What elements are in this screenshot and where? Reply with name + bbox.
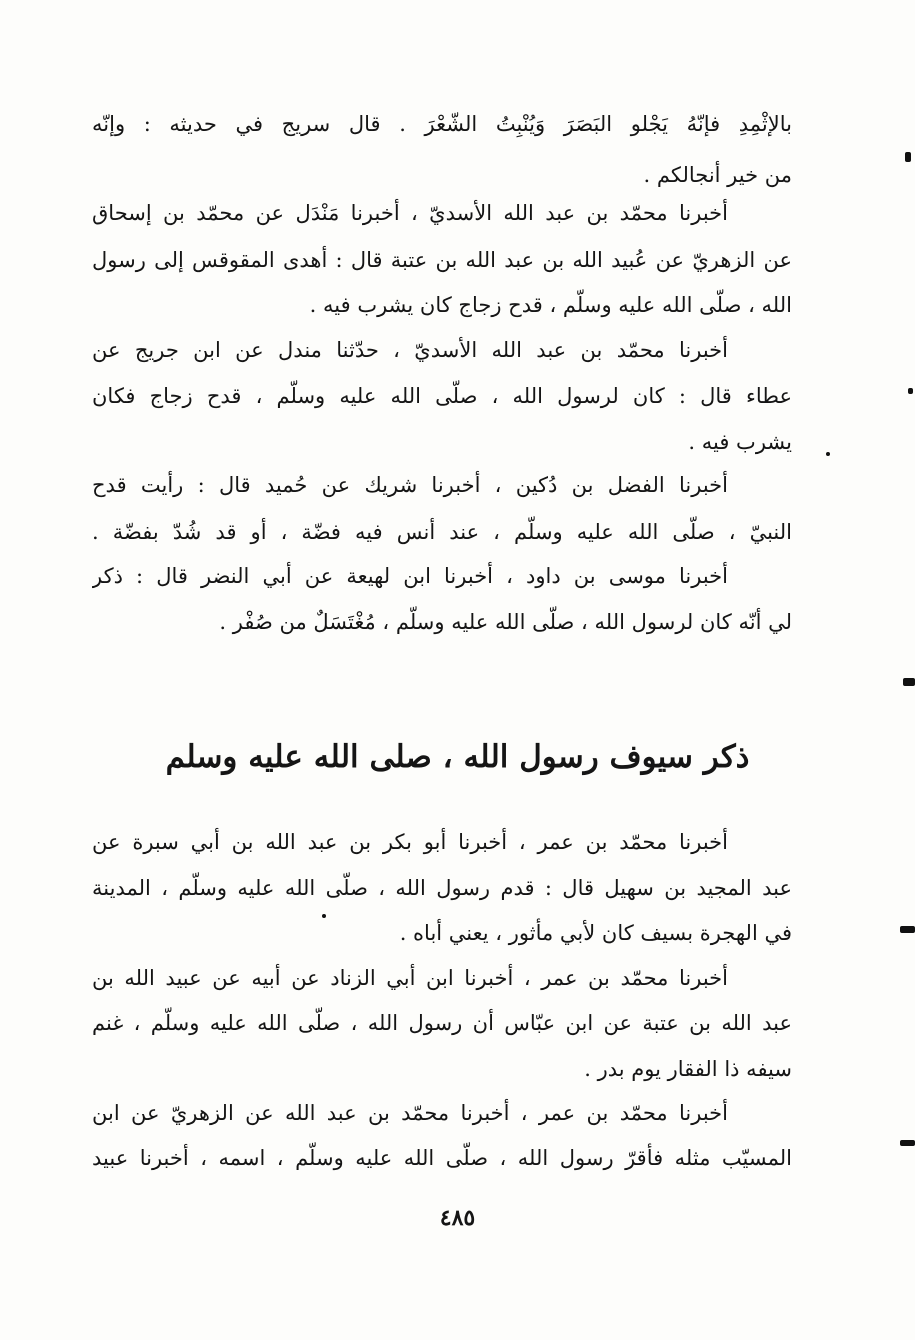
text-line: أخبرنا محمّد بن عمر ، أخبرنا محمّد بن عبد الله عن الزهريّ عن ابن bbox=[92, 1101, 728, 1125]
scan-mark bbox=[322, 914, 326, 918]
scan-mark bbox=[900, 1140, 915, 1146]
scan-mark bbox=[908, 388, 913, 394]
text-line: أخبرنا محمّد بن عبد الله الأسديّ ، حدّثنا مندل عن ابن جريج عن bbox=[92, 338, 728, 362]
text-line: أخبرنا محمّد بن عبد الله الأسديّ ، أخبرنا مَنْدَل عن محمّد بن إسحاق bbox=[92, 201, 728, 225]
text-line: أخبرنا موسى بن داود ، أخبرنا ابن لهيعة عن أبي النضر قال : ذكر bbox=[92, 564, 728, 588]
text-line: النبيّ ، صلّى الله عليه وسلّم ، عند أنس فيه فضّة ، أو قد شُدّ بفضّة . bbox=[92, 520, 792, 544]
text-line: سيفه ذا الفقار يوم بدر . bbox=[584, 1057, 792, 1081]
text-line: الله ، صلّى الله عليه وسلّم ، قدح زجاج كان يشرب فيه . bbox=[309, 293, 792, 317]
scan-mark bbox=[826, 452, 830, 456]
text-line: عطاء قال : كان لرسول الله ، صلّى الله عليه وسلّم ، قدح زجاج فكان bbox=[92, 384, 792, 408]
text-line: أخبرنا محمّد بن عمر ، أخبرنا ابن أبي الزناد عن أبيه عن عبيد الله بن bbox=[92, 966, 728, 990]
text-line: يشرب فيه . bbox=[688, 430, 792, 454]
text-line: عبد الله بن عتبة عن ابن عبّاس أن رسول الله ، صلّى الله عليه وسلّم ، غنم bbox=[92, 1011, 792, 1035]
text-line: من خير أنجالكم . bbox=[643, 163, 792, 187]
scan-mark bbox=[905, 152, 911, 162]
text-line: في الهجرة بسيف كان لأبي مأثور ، يعني أباه . bbox=[399, 921, 792, 945]
text-line: عبد المجيد بن سهيل قال : قدم رسول الله ، صلّى الله عليه وسلّم ، المدينة bbox=[92, 876, 792, 900]
section-heading: ذكر سيوف رسول الله ، صلى الله عليه وسلم bbox=[165, 739, 750, 775]
scan-mark bbox=[903, 678, 915, 686]
scan-mark bbox=[900, 926, 915, 933]
text-line: أخبرنا محمّد بن عمر ، أخبرنا أبو بكر بن عبد الله بن أبي سبرة عن bbox=[92, 830, 728, 854]
page-number: ٤٨٥ bbox=[439, 1205, 476, 1231]
text-line: بالإثْمِدِ فإنّهُ يَجْلو البَصَرَ وَيُنْبِتُ الشّعْرَ . قال سريج في حديثه : وإنّه bbox=[92, 112, 792, 136]
text-line: المسيّب مثله فأقرّ رسول الله ، صلّى الله عليه وسلّم ، اسمه ، أخبرنا عبيد bbox=[92, 1146, 792, 1170]
text-line: لي أنّه كان لرسول الله ، صلّى الله عليه وسلّم ، مُغْتَسَلٌ من صُفْر . bbox=[219, 610, 792, 634]
text-line: أخبرنا الفضل بن دُكين ، أخبرنا شريك عن حُميد قال : رأيت قدح bbox=[92, 473, 728, 497]
text-line: عن الزهريّ عن عُبيد الله بن عبد الله بن عتبة قال : أهدى المقوقس إلى رسول bbox=[92, 248, 792, 272]
